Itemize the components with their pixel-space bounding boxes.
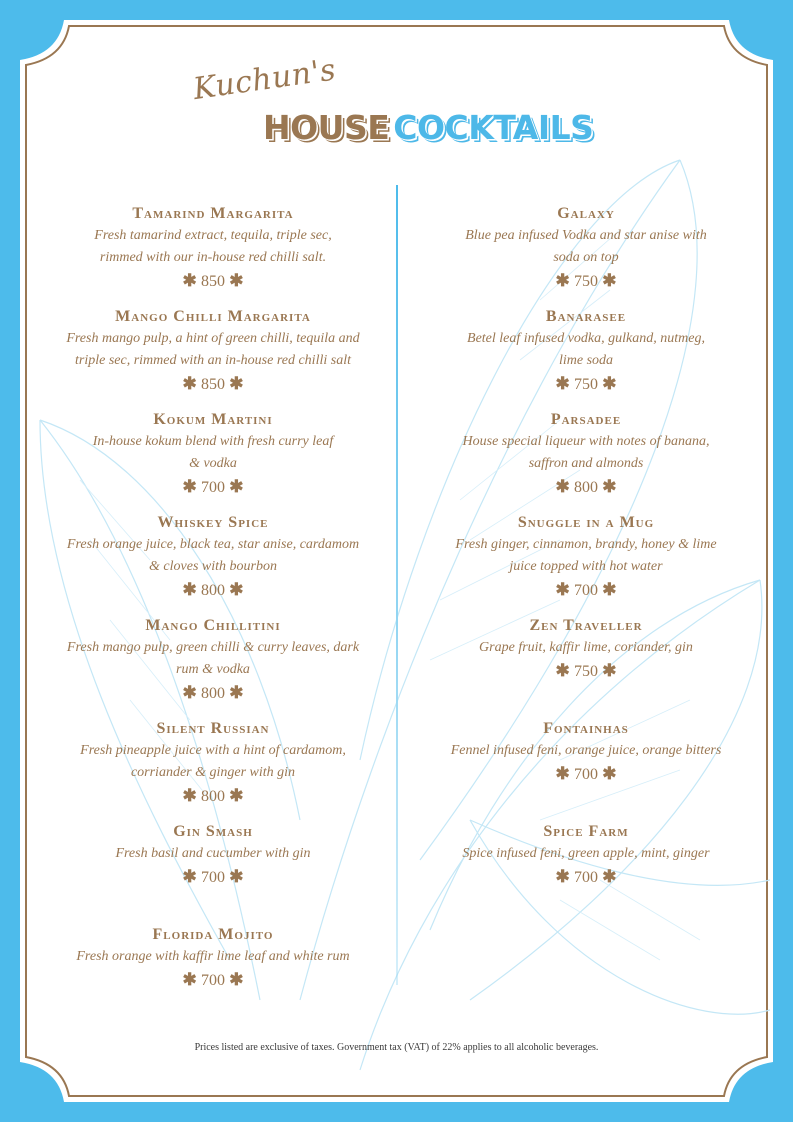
menu-item [421, 203, 751, 306]
menu-item [421, 306, 751, 409]
item-name: Galaxy [557, 205, 615, 222]
item-price [48, 784, 378, 809]
asterisk-icon: ✱ [225, 683, 244, 702]
menu-item [48, 306, 378, 409]
item-price [48, 578, 378, 603]
menu-item [48, 615, 378, 718]
price-value: 700 [201, 479, 225, 496]
asterisk-icon: ✱ [555, 867, 574, 886]
item-name: Mango Chilli Margarita [115, 308, 311, 325]
price-value: 700 [574, 582, 598, 599]
asterisk-icon: ✱ [182, 580, 201, 599]
item-description: corriander & ginger with gin [130, 765, 296, 780]
asterisk-icon: ✱ [225, 271, 244, 290]
asterisk-icon: ✱ [598, 661, 617, 680]
item-description: triple sec, rimmed with an in-house red chilli salt [75, 353, 351, 368]
asterisk-icon: ✱ [225, 477, 244, 496]
item-description: Fresh mango pulp, a hint of green chilli, tequila and [66, 331, 360, 346]
menu-item [421, 512, 751, 615]
item-description: In-house kokum blend with fresh curry leaf [92, 434, 334, 449]
price-value: 700 [201, 869, 225, 886]
item-description: juice topped with hot water [509, 559, 663, 574]
column-divider [396, 185, 398, 985]
item-name: Florida Mojito [152, 926, 274, 943]
menu-item [48, 924, 378, 1027]
item-price [421, 475, 751, 500]
main-title [263, 108, 593, 147]
asterisk-icon: ✱ [598, 477, 617, 496]
asterisk-icon: ✱ [225, 786, 244, 805]
item-description: & vodka [189, 456, 237, 471]
asterisk-icon: ✱ [225, 374, 244, 393]
item-description: Spice infused feni, green apple, mint, ginger [462, 846, 710, 861]
item-name: Spice Farm [543, 823, 629, 840]
item-description: Fresh ginger, cinnamon, brandy, honey & lime [455, 537, 717, 552]
item-name: Whiskey Spice [157, 514, 269, 531]
item-description: rum & vodka [176, 662, 250, 677]
menu-item [48, 718, 378, 821]
item-name: Kokum Martini [153, 411, 273, 428]
item-price [48, 681, 378, 706]
title-house: HOUSE [263, 108, 390, 147]
title-cocktails: COCKTAILS [393, 108, 594, 147]
menu-item [48, 512, 378, 615]
price-value: 800 [201, 685, 225, 702]
price-value: 800 [201, 788, 225, 805]
item-description: Fennel infused feni, orange juice, orange bitters [450, 743, 722, 758]
script-title: Kuchun's [191, 52, 339, 107]
item-description: House special liqueur with notes of banana, [462, 434, 710, 449]
item-price [421, 372, 751, 397]
item-description: Fresh tamarind extract, tequila, triple sec, [94, 228, 332, 243]
asterisk-icon: ✱ [555, 374, 574, 393]
asterisk-icon: ✱ [225, 970, 244, 989]
asterisk-icon: ✱ [225, 580, 244, 599]
item-description: & cloves with bourbon [149, 559, 277, 574]
item-name: Parsadee [550, 411, 622, 428]
menu-item [421, 409, 751, 512]
menu-item [421, 718, 751, 821]
item-name: Mango Chillitini [145, 617, 281, 634]
item-description: Fresh mango pulp, green chilli & curry leaves, dark [66, 640, 360, 655]
asterisk-icon: ✱ [182, 374, 201, 393]
tax-note: Prices listed are exclusive of taxes. Government tax (VAT) of 22% applies to all alcoholic beverages. [194, 1042, 599, 1053]
item-price [48, 269, 378, 294]
asterisk-icon: ✱ [182, 271, 201, 290]
item-name: Zen Traveller [529, 617, 643, 634]
asterisk-icon: ✱ [182, 970, 201, 989]
menu-item [48, 821, 378, 924]
asterisk-icon: ✱ [182, 786, 201, 805]
item-description: Fresh orange with kaffir lime leaf and white rum [76, 949, 350, 964]
item-price [421, 762, 751, 787]
price-value: 750 [574, 273, 598, 290]
item-description: Fresh basil and cucumber with gin [115, 846, 311, 861]
item-description: soda on top [553, 250, 619, 265]
asterisk-icon: ✱ [555, 661, 574, 680]
item-price [48, 475, 378, 500]
menu-item [48, 409, 378, 512]
item-description: Betel leaf infused vodka, gulkand, nutmeg, [467, 331, 705, 346]
item-name: Fontainhas [543, 720, 629, 737]
asterisk-icon: ✱ [182, 867, 201, 886]
menu-item [421, 821, 751, 924]
price-value: 750 [574, 663, 598, 680]
price-value: 700 [574, 766, 598, 783]
asterisk-icon: ✱ [182, 683, 201, 702]
item-price [421, 269, 751, 294]
menu-item [48, 203, 378, 306]
item-name: Silent Russian [156, 720, 270, 737]
price-value: 800 [574, 479, 598, 496]
item-price [421, 578, 751, 603]
asterisk-icon: ✱ [225, 867, 244, 886]
asterisk-icon: ✱ [555, 477, 574, 496]
item-name: Snuggle in a Mug [517, 514, 655, 531]
menu-item [421, 615, 751, 718]
asterisk-icon: ✱ [598, 867, 617, 886]
item-description: Fresh orange juice, black tea, star anise, cardamom [66, 537, 360, 552]
price-value: 700 [201, 972, 225, 989]
item-price [48, 372, 378, 397]
price-value: 700 [574, 869, 598, 886]
menu-header [0, 52, 793, 160]
asterisk-icon: ✱ [598, 374, 617, 393]
asterisk-icon: ✱ [598, 764, 617, 783]
asterisk-icon: ✱ [555, 271, 574, 290]
item-description: Blue pea infused Vodka and star anise with [465, 228, 707, 243]
item-description: saffron and almonds [528, 456, 644, 471]
price-value: 850 [201, 273, 225, 290]
item-name: Gin Smash [173, 823, 253, 840]
asterisk-icon: ✱ [598, 271, 617, 290]
menu-column-right [421, 203, 751, 924]
asterisk-icon: ✱ [555, 764, 574, 783]
item-price [421, 865, 751, 890]
item-description: lime soda [558, 353, 614, 368]
item-name: Tamarind Margarita [132, 205, 294, 222]
item-description: Fresh pineapple juice with a hint of cardamom, [80, 743, 346, 758]
menu-column-left [48, 203, 378, 1027]
item-description: Grape fruit, kaffir lime, coriander, gin [479, 640, 693, 655]
item-price [48, 968, 378, 993]
item-price [48, 865, 378, 890]
price-value: 800 [201, 582, 225, 599]
price-value: 850 [201, 376, 225, 393]
item-price [421, 659, 751, 684]
price-value: 750 [574, 376, 598, 393]
item-name: Banarasee [545, 308, 627, 325]
item-description: rimmed with our in-house red chilli salt. [99, 250, 327, 265]
asterisk-icon: ✱ [555, 580, 574, 599]
asterisk-icon: ✱ [598, 580, 617, 599]
asterisk-icon: ✱ [182, 477, 201, 496]
